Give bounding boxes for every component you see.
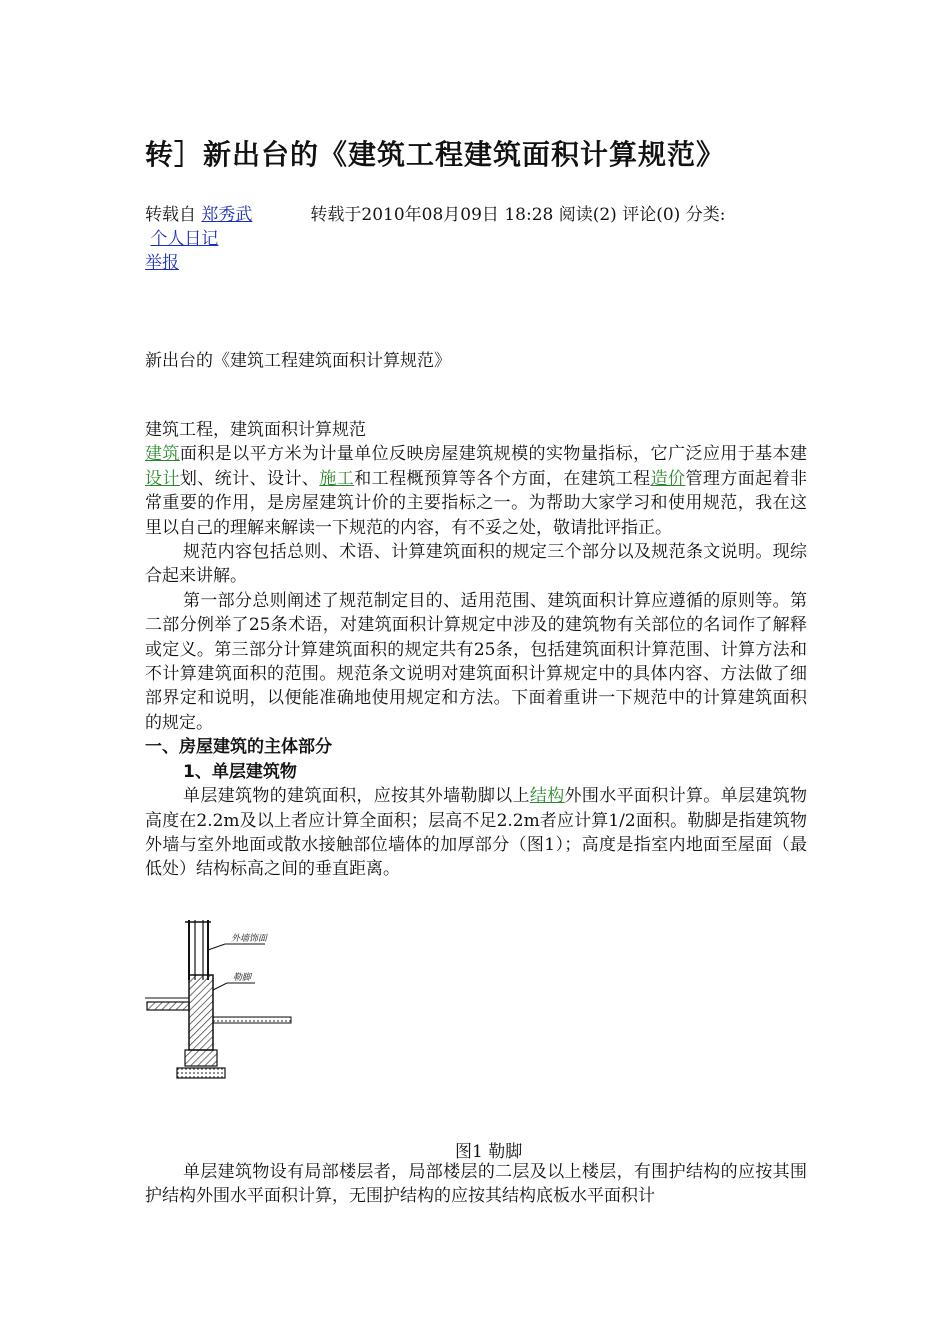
figure-caption: 图1 勒脚 (455, 1142, 523, 1162)
paragraph-partial-floor: 单层建筑物设有局部楼层者，局部楼层的二层及以上楼层，有围护结构的应按其围护结构外围水平面积计算，无围护结构的应按其结构底板水平面积计 (145, 1162, 807, 1207)
heading-line: 建筑工程，建筑面积计算规范 (145, 420, 366, 440)
intro-text-1: 面积是以平方米为计量单位反映房屋建筑规模的实物量指标，它广泛应用于基本建 (179, 444, 808, 465)
figure-label-plinth: 勒脚 (233, 973, 252, 983)
article-subtitle: 新出台的《建筑工程建筑面积计算规范》 (145, 351, 451, 371)
report-link[interactable]: 举报 (145, 253, 179, 273)
plinth-figure (145, 920, 295, 1085)
link-zaojia[interactable]: 造价 (650, 468, 686, 489)
link-jiegou[interactable]: 结构 (529, 786, 565, 807)
link-sheji[interactable]: 设计 (145, 468, 180, 489)
repost-prefix: 转载自 (145, 205, 196, 225)
paragraph-intro (145, 442, 807, 540)
figure-label-wall: 外墙饰面 (231, 934, 268, 944)
category-row (145, 224, 218, 249)
link-shigong[interactable]: 施工 (319, 468, 355, 489)
report-row (145, 248, 179, 273)
repost-time: 转载于2010年08月09日 18:28 阅读(2) 评论(0) 分类: (310, 205, 726, 225)
author-link[interactable]: 郑秀武 (201, 205, 253, 225)
single-text-2: 外围水平面积计算。单层建筑物高度在2.2m及以上者应计算全面积；层高不足2.2m者应计算1/2面积。勒脚是指建筑物外墙与室外地面或散水接触部位墙体的加厚部分（图1）；高度是指室内地面至屋面（最低处）结构标高之间的垂直距离。 (145, 786, 808, 880)
article-body (145, 418, 807, 882)
paragraph-scope: 规范内容包括总则、术语、计算建筑面积的规定三个部分以及规范条文说明。现综合起来讲解。 (145, 542, 807, 587)
link-jianzhu[interactable]: 建筑 (145, 444, 180, 465)
paragraph-overview: 第一部分总则阐述了规范制定目的、适用范围、建筑面积计算应遵循的原则等。第二部分例举了25条术语，对建筑面积计算规定中涉及的建筑物有关部位的名词作了解释或定义。第三部分计算建筑面积的规定共有25条，包括建筑面积计算范围、计算方法和不计算建筑面积的范围。规范条文说明对建筑面积计算规定中的具体内容、方法做了细部界定和说明，以便能准确地使用规定和方法。下面着重讲一下规范中的计算建筑面积的规定。 (145, 590, 807, 733)
paragraph-single-storey (145, 784, 807, 882)
category-link[interactable]: 个人日记 (150, 229, 219, 249)
single-text-1: 单层建筑物的建筑面积，应按其外墙勒脚以上 (183, 786, 530, 807)
section-heading: 一、房屋建筑的主体部分 (145, 737, 332, 758)
subsection-heading: 1、单层建筑物 (183, 761, 297, 782)
article-tail (145, 1160, 807, 1209)
page-title: 转］新出台的《建筑工程建筑面积计算规范》 (145, 138, 726, 171)
repost-meta (145, 200, 725, 225)
intro-text-3: 和工程概预算等各个方面，在建筑工程 (354, 468, 651, 489)
intro-text-4: 管理方面起着非常重要的作用，是房屋建筑计价的主要指标之一。为帮助大家学习和使用规范，我在这里以自己的理解来解读一下规范的内容，有不妥之处，敬请批评指正。 (145, 468, 808, 538)
intro-text-2: 划、统计、设计、 (179, 468, 320, 489)
